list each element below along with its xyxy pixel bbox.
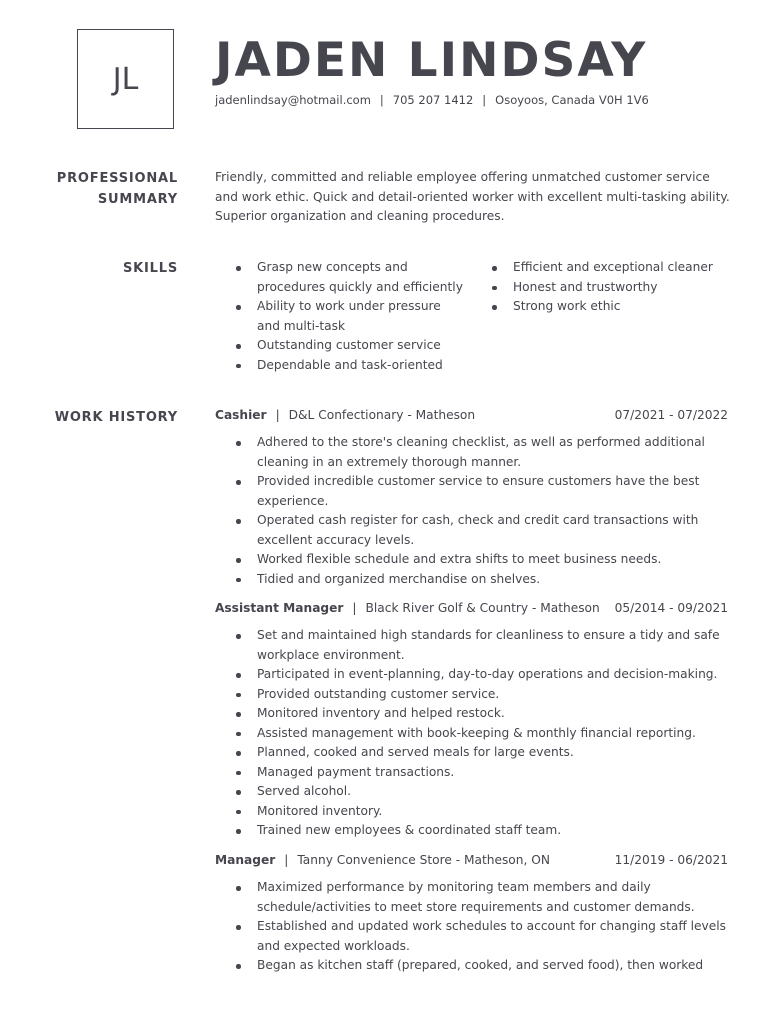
job-bullet: Established and updated work schedules to account for changing staff levels and expected workloads. xyxy=(215,917,735,956)
job-header xyxy=(215,601,728,615)
contact-line xyxy=(215,93,649,107)
summary-text: Friendly, committed and reliable employee offering unmatched customer service and work ethic. Quick and detail-oriented worker with excellent multi-tasking ability. Superior organization and cleaning procedures. xyxy=(215,170,730,223)
job-bullets xyxy=(215,626,735,841)
phone-number: 705 207 1412 xyxy=(392,93,474,107)
job-separator: | xyxy=(275,408,280,422)
job-bullet: Participated in event-planning, day-to-day operations and decision-making. xyxy=(215,665,735,685)
skills-heading: SKILLS xyxy=(122,261,178,276)
job-dates: 05/2014 - 09/2021 xyxy=(614,601,728,615)
job-title-company xyxy=(215,408,475,422)
job-dates: 07/2021 - 07/2022 xyxy=(614,408,728,422)
job-title-company xyxy=(215,601,600,615)
job-header xyxy=(215,408,728,422)
email-link[interactable]: jadenlindsay@hotmail.com xyxy=(215,93,371,107)
job-bullet: Set and maintained high standards for cleanliness to ensure a tidy and safe workplace environment. xyxy=(215,626,735,665)
professional-summary-heading xyxy=(57,168,178,210)
job-company: D&L Confectionary - Matheson xyxy=(288,408,476,422)
job-bullet: Tidied and organized merchandise on shelves. xyxy=(215,570,735,590)
job-bullet: Provided incredible customer service to ensure customers have the best experience. xyxy=(215,472,735,511)
job-bullet: Monitored inventory. xyxy=(215,802,735,822)
monogram-logo xyxy=(77,29,174,129)
location: Osoyoos, Canada V0H 1V6 xyxy=(495,93,649,107)
job-bullet: Planned, cooked and served meals for large events. xyxy=(215,743,735,763)
job-title: Manager xyxy=(215,853,276,867)
job-bullet: Adhered to the store's cleaning checklist, as well as performed additional cleaning in an extremely thorough manner. xyxy=(215,433,735,472)
skill-item: Strong work ethic xyxy=(471,297,741,317)
skill-item: Outstanding customer service xyxy=(215,336,465,356)
job-bullet: Trained new employees & coordinated staff team. xyxy=(215,821,735,841)
skill-item: Dependable and task-oriented xyxy=(215,356,465,376)
job-company: Tanny Convenience Store - Matheson, ON xyxy=(297,853,550,867)
candidate-name: JADEN LINDSAY xyxy=(215,33,648,88)
job-bullet: Maximized performance by monitoring team members and daily schedule/activities to meet store requirements and customer demands. xyxy=(215,878,735,917)
job-bullet: Operated cash register for cash, check and credit card transactions with excellent accuracy levels. xyxy=(215,511,735,550)
job-title: Cashier xyxy=(215,408,267,422)
job-separator: | xyxy=(352,601,357,615)
job-separator: | xyxy=(284,853,289,867)
contact-separator: | xyxy=(482,93,487,107)
job-dates: 11/2019 - 06/2021 xyxy=(614,853,728,867)
skills-list-left xyxy=(215,258,465,375)
job-title-company xyxy=(215,853,550,867)
work-history-heading: WORK HISTORY xyxy=(54,410,178,425)
skill-item: Honest and trustworthy xyxy=(471,278,741,298)
job-header xyxy=(215,853,728,867)
job-bullet: Provided outstanding customer service. xyxy=(215,685,735,705)
heading-line: SUMMARY xyxy=(97,192,178,207)
heading-line: PROFESSIONAL xyxy=(56,171,178,186)
skill-item: Ability to work under pressure and multi-task xyxy=(215,297,465,336)
job-bullets xyxy=(215,433,735,589)
job-bullet: Monitored inventory and helped restock. xyxy=(215,704,735,724)
job-bullet: Assisted management with book-keeping & monthly financial reporting. xyxy=(215,724,735,744)
skill-item: Grasp new concepts and procedures quickly and efficiently xyxy=(215,258,465,297)
contact-separator: | xyxy=(379,93,384,107)
job-company: Black River Golf & Country - Matheson xyxy=(365,601,600,615)
skill-item: Efficient and exceptional cleaner xyxy=(471,258,741,278)
job-bullets xyxy=(215,878,735,976)
monogram-text: JL xyxy=(112,61,139,97)
job-bullet: Served alcohol. xyxy=(215,782,735,802)
job-title: Assistant Manager xyxy=(215,601,344,615)
job-bullet: Worked flexible schedule and extra shifts to meet business needs. xyxy=(215,550,735,570)
job-bullet: Managed payment transactions. xyxy=(215,763,735,783)
job-bullet: Began as kitchen staff (prepared, cooked, and served food), then worked xyxy=(215,956,735,976)
skills-list-right xyxy=(471,258,741,317)
